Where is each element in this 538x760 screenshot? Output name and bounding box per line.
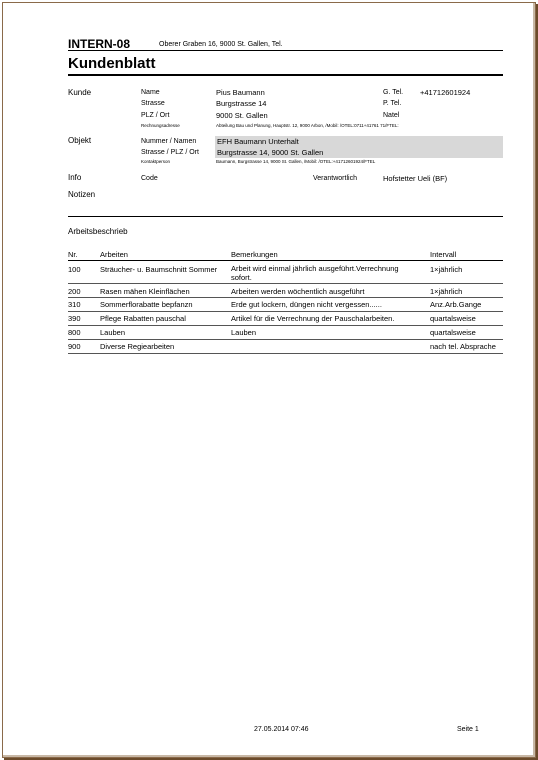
- strasse-label: Strasse: [141, 100, 165, 107]
- table-row-rule: [68, 325, 503, 326]
- table-row-intervall: Anz.Arb.Gange: [430, 300, 482, 309]
- rechnung-label: Rechnungsadresse: [141, 123, 180, 128]
- table-row-intervall: quartalsweise: [430, 314, 476, 323]
- table-row-intervall: quartalsweise: [430, 328, 476, 337]
- table-row-rule: [68, 353, 503, 354]
- table-row-rule: [68, 297, 503, 298]
- table-row-intervall: nach tel. Absprache: [430, 342, 496, 351]
- kontakt-value: Baumann, Burgstrasse 14, 9000 St. Gallen, /Mobil: /OTEL:+41712601924/FTEL: [216, 159, 376, 164]
- table-row-arbeit: Sträucher- u. Baumschnitt Sommer: [100, 265, 218, 274]
- plz-value: 9000 St. Gallen: [216, 111, 268, 120]
- name-value: Pius Baumann: [216, 88, 265, 97]
- table-row-rule: [68, 339, 503, 340]
- objekt-nummer-label: Nummer / Namen: [141, 138, 197, 145]
- page-title: Kundenblatt: [68, 55, 156, 72]
- table-row-arbeit: Pflege Rabatten pauschal: [100, 314, 186, 323]
- table-row-bemerkung-line2: sofort.: [231, 273, 252, 282]
- table-row-bemerkung: Erde gut lockern, düngen nicht vergessen......: [231, 300, 382, 309]
- verantwortlich-value: Hofstetter Ueli (BF): [383, 174, 448, 183]
- kontakt-label: Kontaktperson: [141, 159, 171, 164]
- code-label: Code: [141, 175, 158, 182]
- table-row-bemerkung: Lauben: [231, 328, 257, 337]
- kunde-section-label: Kunde: [68, 88, 92, 97]
- table-row-nr: 200: [68, 287, 81, 296]
- plz-label: PLZ / Ort: [141, 112, 170, 119]
- title-rule: [68, 74, 503, 76]
- name-label: Name: [141, 89, 160, 96]
- table-row-rule: [68, 311, 503, 312]
- objekt-strasse-label: Strasse / PLZ / Ort: [141, 149, 199, 156]
- table-header-rule: [68, 260, 503, 261]
- strasse-value: Burgstrasse 14: [216, 99, 267, 108]
- gtel-label: G. Tel.: [383, 89, 404, 96]
- table-row-intervall: 1×jährlich: [430, 265, 463, 274]
- rechnung-value: Abteilung Bau und Planung, Hauptstr. 12, 9000 Arbon, /Mobil: /OTEL:0711+41761 71/FTEL:: [216, 123, 399, 128]
- verantwortlich-label: Verantwortlich: [313, 175, 357, 182]
- ptel-label: P. Tel.: [383, 100, 402, 107]
- table-row-bemerkung: Arbeit wird einmal jährlich ausgeführt.Verrechnung: [231, 264, 399, 273]
- col-nr-header: Nr.: [68, 250, 78, 259]
- col-arbeiten-header: Arbeiten: [100, 250, 128, 259]
- header-rule: [68, 50, 503, 51]
- table-row-intervall: 1×jährlich: [430, 287, 463, 296]
- footer-page-number: Seite 1: [457, 726, 479, 733]
- table-row-arbeit: Lauben: [100, 328, 126, 337]
- table-row-rule: [68, 283, 503, 284]
- company-address: Oberer Graben 16, 9000 St. Gallen, Tel.: [159, 41, 283, 48]
- table-row-bemerkung: Artikel für die Verrechnung der Pauschalarbeiten.: [231, 314, 395, 323]
- table-row-bemerkung: Arbeiten werden wöchentlich ausgeführt: [231, 287, 365, 296]
- objekt-strasse-value: Burgstrasse 14, 9000 St. Gallen: [217, 148, 324, 157]
- table-row-nr: 390: [68, 314, 81, 323]
- table-row-arbeit: Rasen mähen Kleinflächen: [100, 287, 190, 296]
- table-row-nr: 100: [68, 265, 81, 274]
- objekt-section-label: Objekt: [68, 136, 92, 145]
- notizen-label: Notizen: [68, 190, 96, 199]
- document-code: INTERN-08: [68, 37, 131, 51]
- footer-datetime: 27.05.2014 07:46: [254, 726, 309, 733]
- table-row-nr: 800: [68, 328, 81, 337]
- table-row-arbeit: Sommerflorabatte bepfanzn: [100, 300, 193, 309]
- table-row-nr: 310: [68, 300, 81, 309]
- arbeitsbeschrieb-label: Arbeitsbeschrieb: [68, 227, 128, 236]
- natel-label: Natel: [383, 112, 400, 119]
- col-bemerkungen-header: Bemerkungen: [231, 250, 278, 259]
- info-section-label: Info: [68, 173, 82, 182]
- gtel-value: +41712601924: [420, 88, 471, 97]
- page-frame: [2, 2, 536, 758]
- table-row-arbeit: Diverse Regiearbeiten: [100, 342, 175, 351]
- col-intervall-header: Intervall: [430, 250, 457, 259]
- section-rule: [68, 216, 503, 217]
- table-row-nr: 900: [68, 342, 81, 351]
- objekt-nummer-value: EFH Baumann Unterhalt: [217, 137, 299, 146]
